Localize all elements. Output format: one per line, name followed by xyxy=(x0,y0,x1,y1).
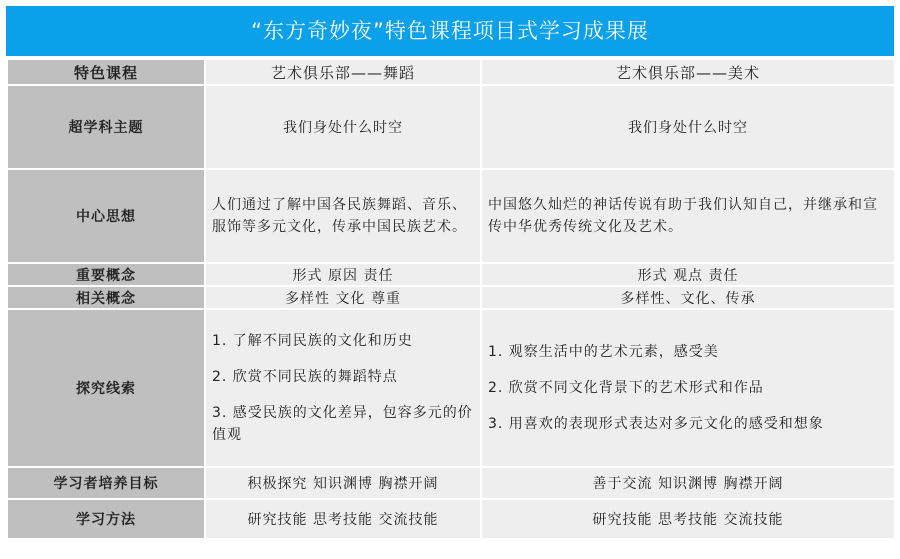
course-table-page xyxy=(6,6,894,547)
row-related-concepts xyxy=(7,286,895,309)
list-item: 1. 观察生活中的艺术元素，感受美 xyxy=(488,344,719,360)
row-label-related-concepts: 相关概念 xyxy=(7,286,205,309)
row-label-key-concepts: 重要概念 xyxy=(7,263,205,286)
row-label-learner-profile: 学习者培养目标 xyxy=(7,467,205,499)
row-learner-profile xyxy=(7,467,895,499)
list-item: 2. 欣赏不同民族的舞蹈特点 xyxy=(212,369,398,385)
row-label-theme: 超学科主题 xyxy=(7,85,205,169)
course-table xyxy=(6,58,896,540)
list-item: 3. 感受民族的文化差异，包容多元的价值观 xyxy=(212,405,473,443)
row-approaches xyxy=(7,499,895,539)
row-key-concepts xyxy=(7,263,895,286)
row-label-lines-of-inquiry: 探究线索 xyxy=(7,309,205,467)
list-item: 2. 欣赏不同文化背景下的艺术形式和作品 xyxy=(488,380,764,396)
course-dance: 艺术俱乐部——舞蹈 xyxy=(205,59,481,85)
page-title: “东方奇妙夜”特色课程项目式学习成果展 xyxy=(6,6,894,56)
row-label-central-idea: 中心思想 xyxy=(7,169,205,263)
central-idea-art: 中国悠久灿烂的神话传说有助于我们认知自己，并继承和宣传中华优秀传统文化及艺术。 xyxy=(481,169,895,263)
row-theme xyxy=(7,85,895,169)
approaches-dance: 研究技能 思考技能 交流技能 xyxy=(205,499,481,539)
related-concepts-dance: 多样性 文化 尊重 xyxy=(205,286,481,309)
row-label-approaches: 学习方法 xyxy=(7,499,205,539)
row-central-idea xyxy=(7,169,895,263)
course-art: 艺术俱乐部——美术 xyxy=(481,59,895,85)
list-item: 1. 了解不同民族的文化和历史 xyxy=(212,333,413,349)
row-course xyxy=(7,59,895,85)
lines-of-inquiry-dance xyxy=(205,309,481,467)
row-label-course: 特色课程 xyxy=(7,59,205,85)
key-concepts-dance: 形式 原因 责任 xyxy=(205,263,481,286)
theme-dance: 我们身处什么时空 xyxy=(205,85,481,169)
lines-of-inquiry-art xyxy=(481,309,895,467)
learner-profile-dance: 积极探究 知识渊博 胸襟开阔 xyxy=(205,467,481,499)
learner-profile-art: 善于交流 知识渊博 胸襟开阔 xyxy=(481,467,895,499)
row-lines-of-inquiry xyxy=(7,309,895,467)
theme-art: 我们身处什么时空 xyxy=(481,85,895,169)
approaches-art: 研究技能 思考技能 交流技能 xyxy=(481,499,895,539)
list-item: 3. 用喜欢的表现形式表达对多元文化的感受和想象 xyxy=(488,416,824,432)
central-idea-dance: 人们通过了解中国各民族舞蹈、音乐、服饰等多元文化，传承中国民族艺术。 xyxy=(205,169,481,263)
related-concepts-art: 多样性、文化、传承 xyxy=(481,286,895,309)
key-concepts-art: 形式 观点 责任 xyxy=(481,263,895,286)
